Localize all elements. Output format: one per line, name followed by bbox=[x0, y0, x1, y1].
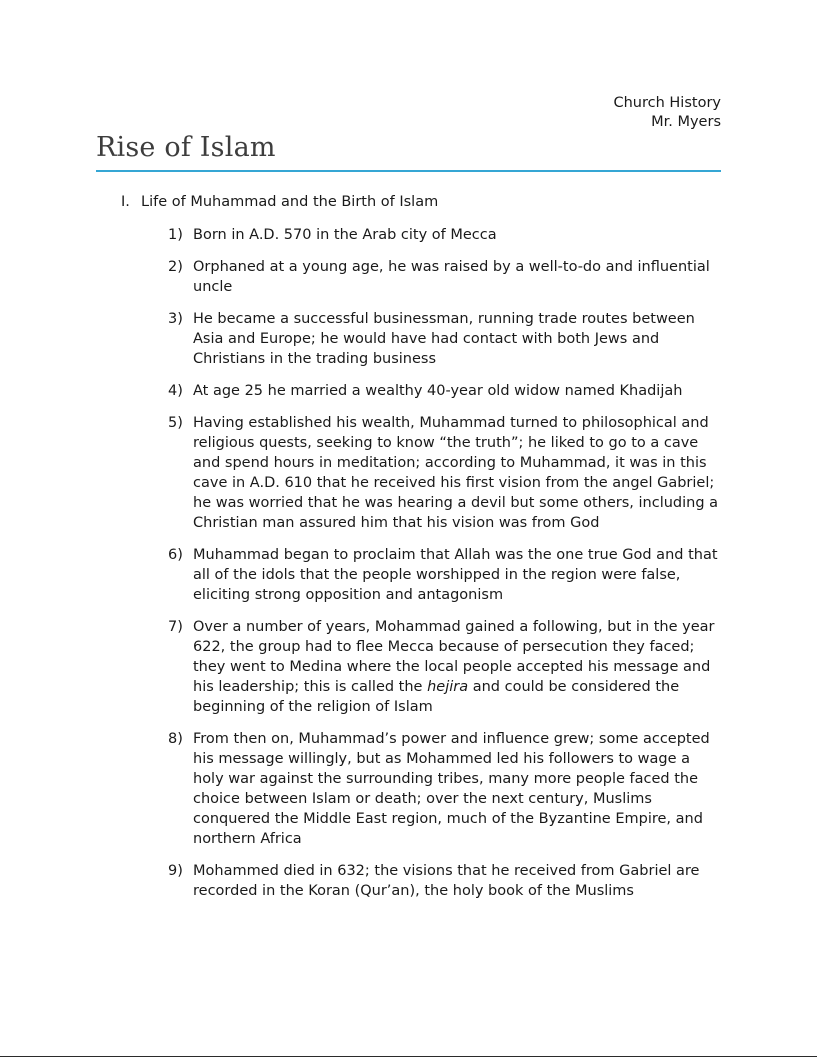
list-item-marker: 5) bbox=[168, 415, 183, 431]
list-item-text-segment: Over a number of years, Mohammad gained a following, but in the year 622, the group had to flee Mecca because of persecution they faced; they went to Medina where the local people accepted his message and his leadership; this is called the bbox=[193, 619, 715, 695]
page-title: Rise of Islam bbox=[96, 132, 276, 163]
list-item bbox=[96, 257, 721, 297]
list-item-marker: 4) bbox=[168, 383, 183, 399]
list-item bbox=[96, 861, 721, 901]
list-item-text: Born in A.D. 570 in the Arab city of Mecca bbox=[193, 227, 497, 243]
list-item bbox=[96, 309, 721, 369]
list-item-text-segment: and could be considered the beginning of the religion of Islam bbox=[193, 679, 680, 715]
list-item-marker: 6) bbox=[168, 547, 183, 563]
list-item-text: At age 25 he married a wealthy 40-year old widow named Khadijah bbox=[193, 383, 683, 399]
list-item bbox=[96, 381, 721, 401]
header-instructor-name: Mr. Myers bbox=[651, 114, 721, 130]
list-item bbox=[96, 413, 721, 533]
list-item bbox=[96, 225, 721, 245]
list-item bbox=[96, 545, 721, 605]
list-item-text: Muhammad began to proclaim that Allah was the one true God and that all of the idols that the people worshipped in the region were false, eliciting strong opposition and antagonism bbox=[193, 547, 718, 603]
list-item-marker: 9) bbox=[168, 863, 183, 879]
list-item-text bbox=[193, 617, 721, 717]
header-course-name: Church History bbox=[613, 95, 721, 111]
title-divider-rule bbox=[96, 170, 721, 172]
list-item-marker: 3) bbox=[168, 311, 183, 327]
list-item-marker: 2) bbox=[168, 259, 183, 275]
list-item bbox=[96, 617, 721, 717]
outline-body bbox=[96, 192, 721, 901]
list-item-text: Orphaned at a young age, he was raised by a well-to-do and influential uncle bbox=[193, 259, 710, 295]
list-item-marker: 7) bbox=[168, 619, 183, 635]
list-item-text: He became a successful businessman, running trade routes between Asia and Europe; he would have had contact with both Jews and Christians in the trading business bbox=[193, 311, 695, 367]
list-item-italic-term: hejira bbox=[427, 679, 469, 695]
list-item-text: Having established his wealth, Muhammad turned to philosophical and religious quests, seeking to know “the truth”; he liked to go to a cave and spend hours in meditation; according to Muhammad, it was in this cave in A.D. 610 that he received his first vision from the angel Gabriel; he was worried that he was hearing a devil but some others, including a Christian man assured him that his vision was from God bbox=[193, 415, 719, 531]
list-item-text: Mohammed died in 632; the visions that he received from Gabriel are recorded in the Koran (Qur’an), the holy book of the Muslims bbox=[193, 863, 700, 899]
list-item bbox=[96, 729, 721, 849]
title-block bbox=[96, 131, 721, 172]
list-item-text: From then on, Muhammad’s power and influence grew; some accepted his message willingly, but as Mohammed led his followers to wage a holy war against the surrounding tribes, many more people faced the choice between Islam or death; over the next century, Muslims conquered the Middle East region, much of the Byzantine Empire, and northern Africa bbox=[193, 731, 710, 847]
list-item-marker: 1) bbox=[168, 227, 183, 243]
list-item-marker: 8) bbox=[168, 731, 183, 747]
outline-level1-marker: I. bbox=[121, 194, 130, 210]
outline-level1-text: Life of Muhammad and the Birth of Islam bbox=[141, 194, 439, 210]
outline-level2-list bbox=[96, 225, 721, 901]
outline-level1-entry bbox=[96, 192, 721, 212]
document-header-block bbox=[96, 94, 721, 132]
